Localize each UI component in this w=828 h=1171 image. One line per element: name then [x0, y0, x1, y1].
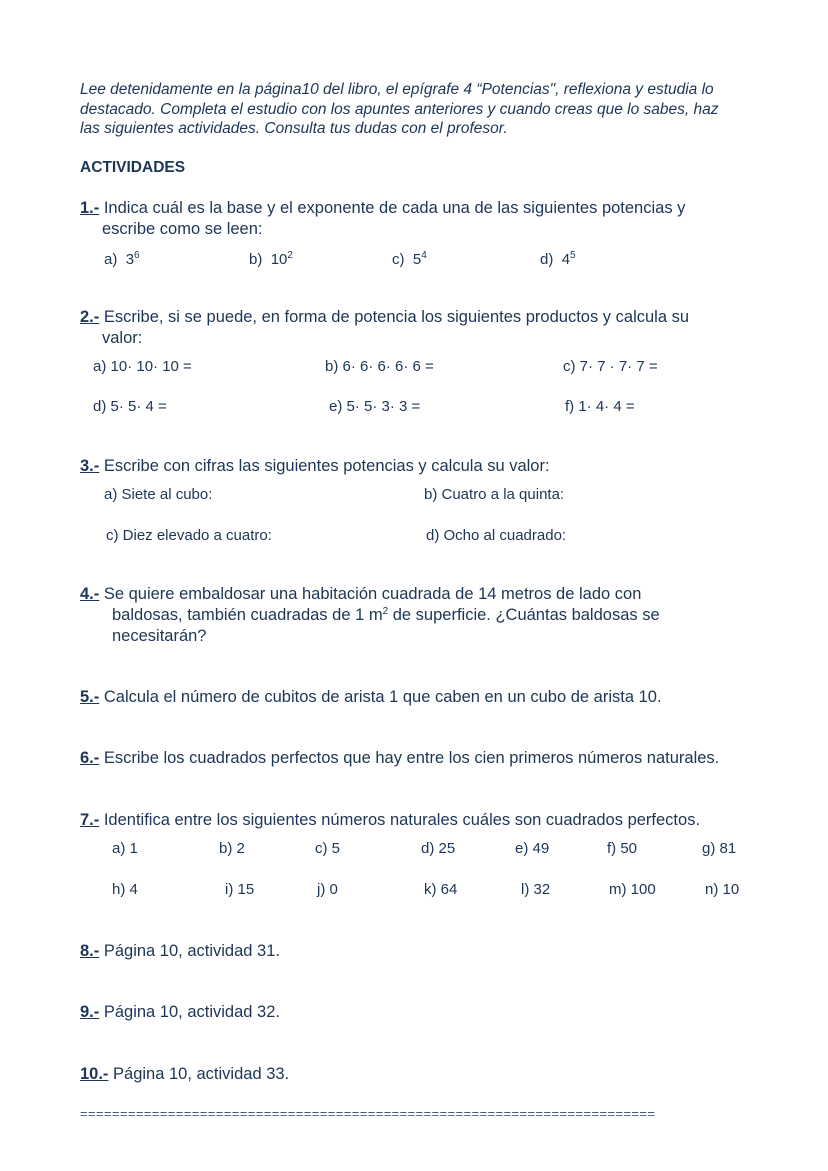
question-text: Página 10, actividad 31. — [99, 942, 280, 960]
q7-option: g) 81 — [702, 840, 737, 857]
question-text: Página 10, actividad 33. — [108, 1065, 290, 1083]
question-3 — [80, 457, 550, 476]
question-text: Calcula el número de cubitos de arista 1 que caben en un cubo de arista 10. — [99, 688, 662, 706]
question-text: Se quiere embaldosar una habitación cuadrada de 14 metros de lado con — [99, 585, 642, 603]
question-4-line2: baldosas, también cuadradas de 1 $m^2$ de superficie. ¿Cuántas baldosas se — [112, 606, 660, 624]
question-number: 8.- — [80, 942, 100, 960]
q1-option-b: b) $10^2$ — [249, 250, 293, 268]
intro-paragraph — [80, 80, 780, 139]
q2-option-e: e) 5· 5· 3· 3 = — [329, 398, 421, 415]
q7-option: d) 25 — [421, 840, 456, 857]
activities-heading: ACTIVIDADES — [80, 159, 186, 176]
question-number: 3.- — [80, 457, 100, 475]
q2-option-b: b) 6· 6· 6· 6· 6 = — [325, 358, 434, 375]
q3-option-a: a) Siete al cubo: — [104, 486, 213, 503]
intro-line: las siguientes actividades. Consulta tus dudas con el profesor. — [80, 120, 508, 137]
question-text: Página 10, actividad 32. — [99, 1003, 280, 1021]
question-number: 1.- — [80, 199, 100, 217]
question-1 — [80, 199, 685, 218]
q3-option-c: c) Diez elevado a cuatro: — [106, 527, 272, 544]
q1-option-c: c) $5^4$ — [392, 250, 427, 268]
q2-option-d: d) 5· 5· 4 = — [93, 398, 167, 415]
question-number: 5.- — [80, 688, 100, 706]
question-text: Indica cuál es la base y el exponente de cada una de las siguientes potencias y — [99, 199, 686, 217]
q7-option: b) 2 — [219, 840, 245, 857]
q7-option: c) 5 — [315, 840, 341, 857]
q7-option: i) 15 — [225, 881, 255, 898]
question-text: Escribe, si se puede, en forma de potencia los siguientes productos y calcula su — [99, 308, 690, 326]
q7-option: a) 1 — [112, 840, 138, 857]
question-9 — [80, 1003, 280, 1022]
question-number: 4.- — [80, 585, 100, 603]
q2-option-c: c) 7· 7 · 7· 7 = — [563, 358, 658, 375]
question-4 — [80, 585, 641, 604]
q7-option: h) 4 — [112, 881, 138, 898]
question-7 — [80, 811, 700, 830]
intro-line: destacado. Completa el estudio con los apuntes anteriores y cuando creas que lo sabes, haz — [80, 100, 719, 118]
question-8 — [80, 942, 280, 961]
q7-option: n) 10 — [705, 881, 740, 898]
question-text: Identifica entre los siguientes números naturales cuáles son cuadrados perfectos. — [99, 811, 701, 829]
q7-option: f) 50 — [607, 840, 638, 857]
separator-rule: ======================================================================== — [80, 1106, 656, 1121]
q2-option-f: f) 1· 4· 4 = — [565, 398, 635, 415]
q2-option-a: a) 10· 10· 10 = — [93, 358, 192, 375]
question-number: 7.- — [80, 811, 100, 829]
q1-option-a: a) $3^6$ — [104, 250, 140, 268]
q7-option: l) 32 — [521, 881, 551, 898]
question-1-line2: escribe como se leen: — [102, 220, 263, 238]
question-6 — [80, 749, 719, 768]
question-10 — [80, 1065, 289, 1084]
q7-option: e) 49 — [515, 840, 550, 857]
question-4-line3: necesitarán? — [112, 627, 207, 645]
q7-option: m) 100 — [609, 881, 656, 898]
q7-option: k) 64 — [424, 881, 458, 898]
question-5 — [80, 688, 662, 707]
question-2-line2: valor: — [102, 329, 143, 347]
question-text: Escribe con cifras las siguientes potencias y calcula su valor: — [99, 457, 550, 475]
question-2 — [80, 308, 689, 327]
question-number: 9.- — [80, 1003, 100, 1021]
question-text: Escribe los cuadrados perfectos que hay entre los cien primeros números naturales. — [99, 749, 720, 767]
q1-option-d: d) $4^5$ — [540, 250, 576, 268]
q3-option-b: b) Cuatro a la quinta: — [424, 486, 565, 503]
intro-line: Lee detenidamente en la página10 del libro, el epígrafe 4 “Potencias", reflexiona y estudia lo — [80, 81, 714, 98]
q7-option: j) 0 — [317, 881, 338, 898]
question-number: 6.- — [80, 749, 100, 767]
question-number: 10.- — [80, 1065, 109, 1083]
q3-option-d: d) Ocho al cuadrado: — [426, 527, 567, 544]
question-number: 2.- — [80, 308, 100, 326]
